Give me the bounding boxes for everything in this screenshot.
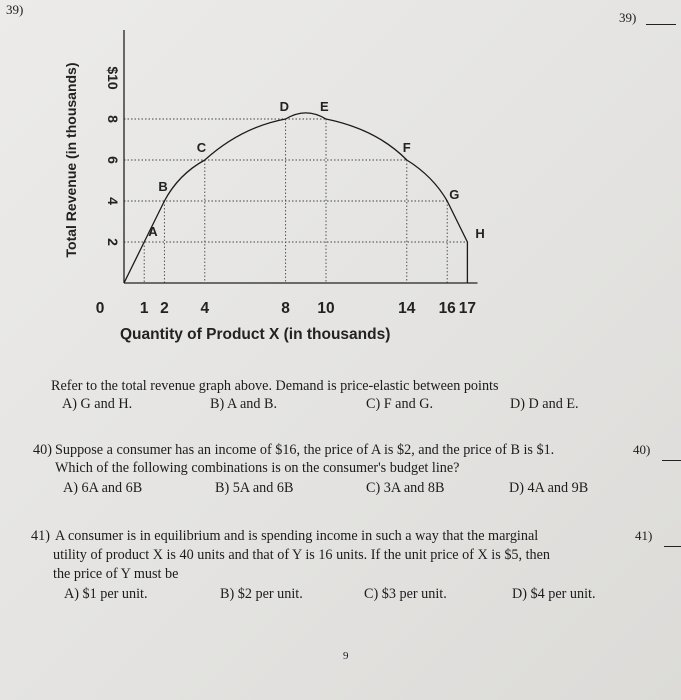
q41-option-d[interactable]: D) $4 per unit. <box>512 586 596 602</box>
point-label-b: B <box>158 179 168 194</box>
q40-option-c[interactable]: C) 3A and 8B <box>366 480 445 496</box>
point-label-f: F <box>402 140 411 155</box>
q39-option-a[interactable]: A) G and H. <box>62 396 133 412</box>
answer-blank-40[interactable] <box>662 460 681 461</box>
margin-number-40: 40) <box>633 442 651 457</box>
point-label-g: G <box>449 187 460 202</box>
q40-option-b[interactable]: B) 5A and 6B <box>215 480 294 496</box>
x-tick-label: 16 <box>438 300 456 317</box>
question-41-number: 41) <box>31 528 50 544</box>
question-number-39: 39) <box>6 2 24 17</box>
q40-option-a[interactable]: A) 6A and 6B <box>63 480 143 496</box>
y-tick-label: 4 <box>105 197 121 205</box>
point-label-c: C <box>196 140 207 155</box>
point-label-e: E <box>320 99 329 114</box>
y-tick-label: 8 <box>105 115 121 123</box>
y-axis-label: Total Revenue (in thousands) <box>63 62 79 258</box>
y-tick-label: 6 <box>105 156 121 164</box>
q39-option-b[interactable]: B) A and B. <box>210 396 278 412</box>
point-label-d: D <box>279 99 289 114</box>
margin-number-41: 41) <box>635 528 653 543</box>
question-41-line3: the price of Y must be <box>53 566 179 582</box>
q41-option-b[interactable]: B) $2 per unit. <box>220 586 303 602</box>
answer-blank-41[interactable] <box>664 546 681 547</box>
y-tick-label: $10 <box>105 66 121 90</box>
x-tick-label: 0 <box>95 300 105 317</box>
revenue-curve <box>124 113 467 283</box>
q41-option-a[interactable]: A) $1 per unit. <box>64 586 148 602</box>
margin-number-39: 39) <box>619 10 637 25</box>
question-41-line2: utility of product X is 40 units and that of Y is 16 units. If the unit price of X is $5, then <box>53 547 551 563</box>
x-tick-label: 17 <box>458 300 477 317</box>
point-label-a: A <box>148 224 158 239</box>
x-tick-label: 4 <box>200 300 210 317</box>
page-number: 9 <box>343 650 349 662</box>
x-tick-label: 8 <box>281 300 290 317</box>
q39-option-d[interactable]: D) D and E. <box>510 396 579 412</box>
question-41-line1: A consumer is in equilibrium and is spending income in such a way that the marginal <box>55 528 539 544</box>
question-40-number: 40) <box>33 442 52 458</box>
guide-lines <box>124 119 467 283</box>
x-tick-label: 1 <box>139 300 149 317</box>
x-tick-label: 14 <box>398 300 416 317</box>
q39-option-c[interactable]: C) F and G. <box>366 396 433 412</box>
q41-option-c[interactable]: C) $3 per unit. <box>364 586 447 602</box>
question-40-line1: Suppose a consumer has an income of $16, the price of A is $2, and the price of B is $1. <box>55 442 555 458</box>
y-tick-label: 2 <box>105 238 121 246</box>
question-39-stem: Refer to the total revenue graph above. Demand is price-elastic between points <box>51 378 499 394</box>
point-label-h: H <box>475 226 485 241</box>
q40-option-d[interactable]: D) 4A and 9B <box>509 480 589 496</box>
x-tick-label: 10 <box>317 300 335 317</box>
x-axis-label: Quantity of Product X (in thousands) <box>120 326 391 343</box>
x-tick-label: 2 <box>160 300 169 317</box>
question-40-line2: Which of the following combinations is on the consumer's budget line? <box>55 460 460 476</box>
